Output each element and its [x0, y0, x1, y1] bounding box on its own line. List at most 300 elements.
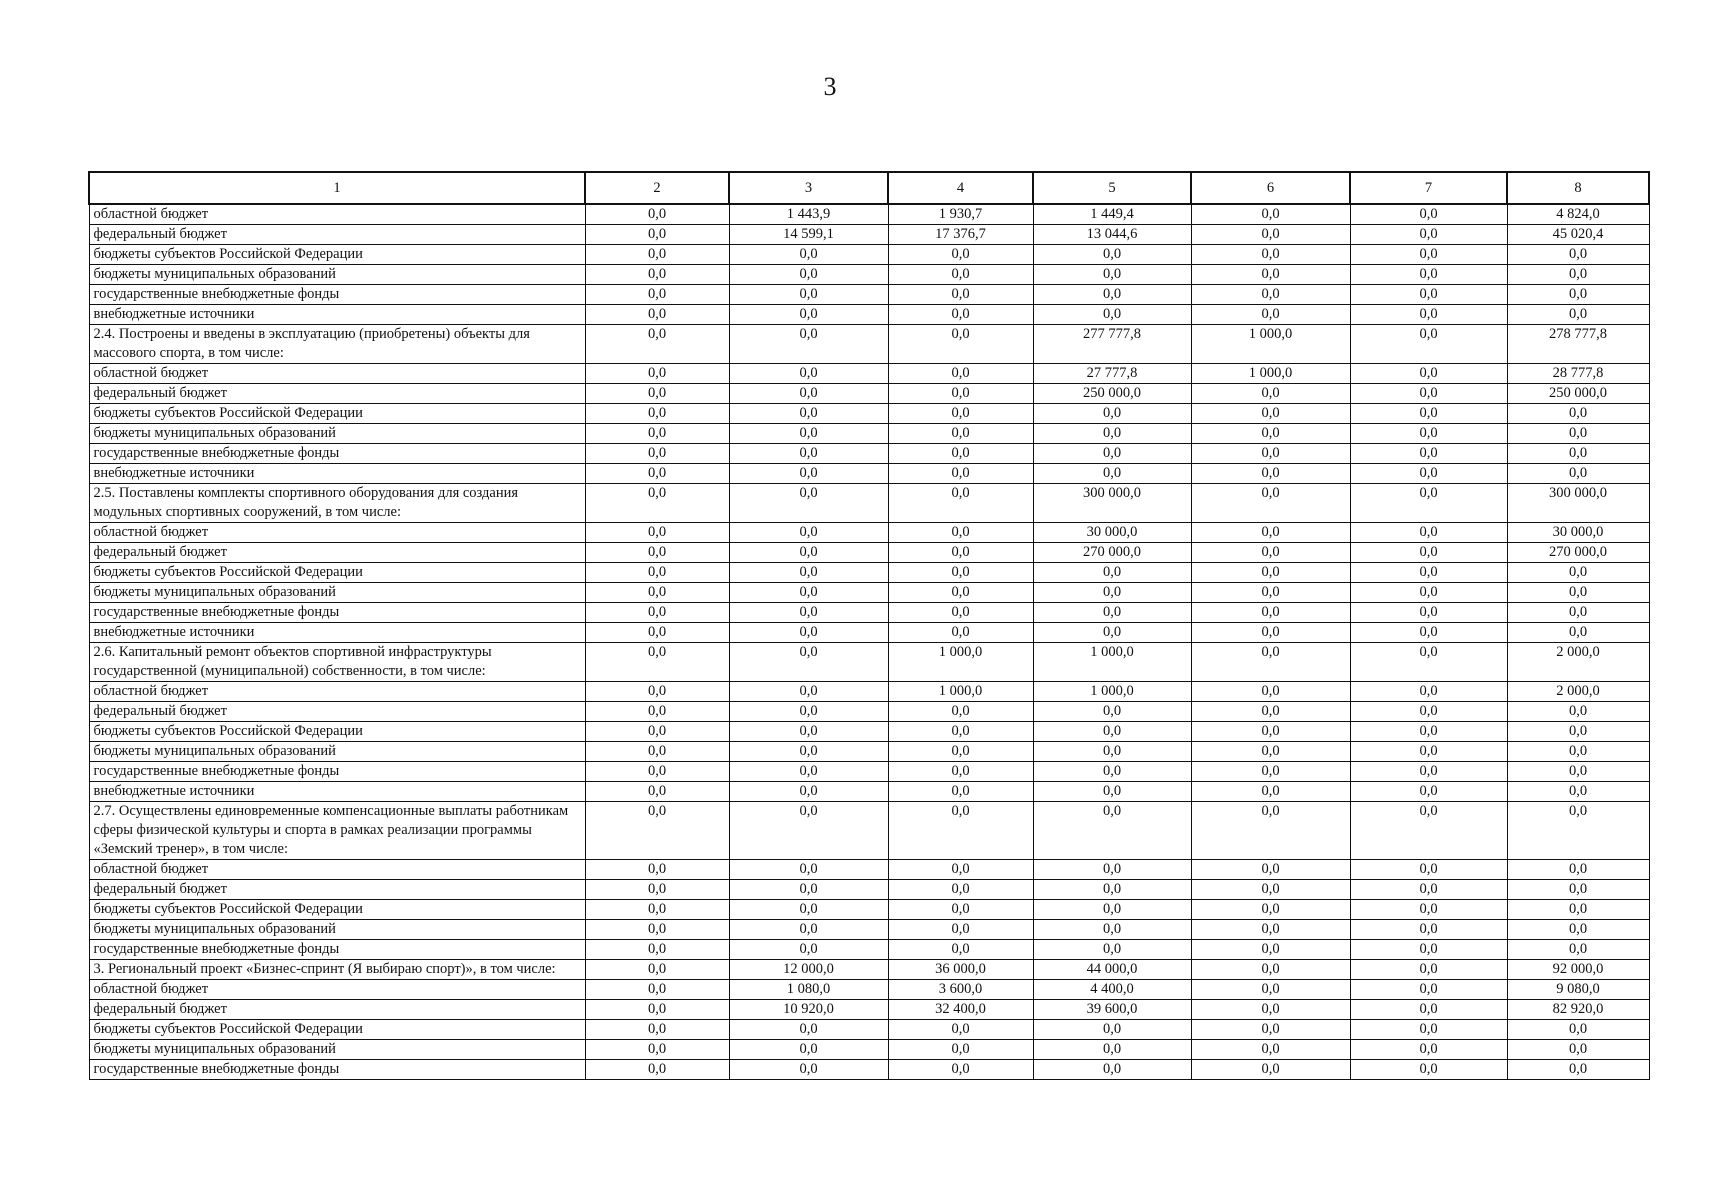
value-cell: 0,0: [888, 305, 1033, 325]
value-cell: 0,0: [1507, 424, 1649, 444]
value-cell: 0,0: [729, 900, 888, 920]
value-cell: 0,0: [729, 762, 888, 782]
value-cell: 250 000,0: [1507, 384, 1649, 404]
value-cell: 9 080,0: [1507, 980, 1649, 1000]
value-cell: 0,0: [1033, 603, 1191, 623]
row-label-cell: внебюджетные источники: [89, 305, 585, 325]
table-row: [89, 742, 1649, 762]
value-cell: 0,0: [1350, 424, 1507, 444]
value-cell: 0,0: [585, 543, 729, 563]
row-label-cell: областной бюджет: [89, 523, 585, 543]
row-label-cell: бюджеты субъектов Российской Федерации: [89, 404, 585, 424]
table-row: [89, 603, 1649, 623]
value-cell: 0,0: [729, 1060, 888, 1080]
value-cell: 0,0: [1191, 702, 1350, 722]
value-cell: 0,0: [888, 603, 1033, 623]
table-row: [89, 802, 1649, 860]
value-cell: 0,0: [1033, 1040, 1191, 1060]
value-cell: 0,0: [585, 1020, 729, 1040]
value-cell: 0,0: [729, 404, 888, 424]
value-cell: 0,0: [1350, 583, 1507, 603]
value-cell: 0,0: [1191, 1020, 1350, 1040]
row-label-cell: бюджеты субъектов Российской Федерации: [89, 722, 585, 742]
value-cell: 0,0: [729, 782, 888, 802]
value-cell: 0,0: [585, 424, 729, 444]
value-cell: 0,0: [585, 325, 729, 364]
value-cell: 0,0: [1350, 643, 1507, 682]
value-cell: 0,0: [1350, 1020, 1507, 1040]
table-row: [89, 643, 1649, 682]
value-cell: 0,0: [585, 245, 729, 265]
value-cell: 0,0: [888, 900, 1033, 920]
row-label-cell: бюджеты муниципальных образований: [89, 742, 585, 762]
value-cell: 45 020,4: [1507, 225, 1649, 245]
row-label-cell: бюджеты муниципальных образований: [89, 424, 585, 444]
value-cell: 0,0: [1191, 643, 1350, 682]
value-cell: 0,0: [1191, 583, 1350, 603]
row-label-cell: 2.7. Осуществлены единовременные компенсационные выплаты работникам сферы физической культуры и спорта в рамках реализации программы «Земский тренер», в том числе:: [89, 802, 585, 860]
value-cell: 0,0: [888, 543, 1033, 563]
value-cell: 0,0: [888, 623, 1033, 643]
value-cell: 0,0: [1350, 285, 1507, 305]
value-cell: 1 000,0: [888, 682, 1033, 702]
value-cell: 0,0: [888, 742, 1033, 762]
row-label-cell: бюджеты муниципальных образований: [89, 265, 585, 285]
value-cell: 0,0: [729, 722, 888, 742]
value-cell: 0,0: [585, 305, 729, 325]
value-cell: 1 000,0: [888, 643, 1033, 682]
value-cell: 0,0: [1191, 782, 1350, 802]
value-cell: 0,0: [1507, 265, 1649, 285]
row-label-cell: 3. Региональный проект «Бизнес-спринт (Я выбираю спорт)», в том числе:: [89, 960, 585, 980]
value-cell: 0,0: [1033, 880, 1191, 900]
value-cell: 0,0: [1507, 305, 1649, 325]
value-cell: 0,0: [888, 325, 1033, 364]
value-cell: 1 000,0: [1191, 364, 1350, 384]
value-cell: 36 000,0: [888, 960, 1033, 980]
value-cell: 4 824,0: [1507, 204, 1649, 225]
row-label-cell: областной бюджет: [89, 364, 585, 384]
column-header: 8: [1507, 172, 1649, 204]
value-cell: 0,0: [1507, 1020, 1649, 1040]
value-cell: 0,0: [585, 762, 729, 782]
value-cell: 0,0: [888, 245, 1033, 265]
value-cell: 0,0: [1507, 762, 1649, 782]
value-cell: 0,0: [585, 204, 729, 225]
value-cell: 0,0: [729, 583, 888, 603]
row-label-cell: государственные внебюджетные фонды: [89, 940, 585, 960]
value-cell: 0,0: [729, 682, 888, 702]
budget-table-container: [88, 171, 1648, 1080]
row-label-cell: бюджеты субъектов Российской Федерации: [89, 563, 585, 583]
value-cell: 39 600,0: [1033, 1000, 1191, 1020]
value-cell: 1 080,0: [729, 980, 888, 1000]
value-cell: 0,0: [585, 742, 729, 762]
value-cell: 1 443,9: [729, 204, 888, 225]
value-cell: 82 920,0: [1507, 1000, 1649, 1020]
value-cell: 0,0: [1033, 702, 1191, 722]
value-cell: 0,0: [585, 980, 729, 1000]
value-cell: 0,0: [585, 802, 729, 860]
value-cell: 0,0: [888, 583, 1033, 603]
value-cell: 0,0: [1507, 920, 1649, 940]
value-cell: 0,0: [1191, 940, 1350, 960]
value-cell: 0,0: [585, 682, 729, 702]
value-cell: 0,0: [729, 444, 888, 464]
table-body: [89, 204, 1649, 1080]
value-cell: 0,0: [729, 325, 888, 364]
value-cell: 28 777,8: [1507, 364, 1649, 384]
value-cell: 44 000,0: [1033, 960, 1191, 980]
value-cell: 0,0: [1350, 265, 1507, 285]
value-cell: 0,0: [888, 702, 1033, 722]
value-cell: 0,0: [1507, 444, 1649, 464]
row-label-cell: бюджеты муниципальных образований: [89, 583, 585, 603]
value-cell: 0,0: [1350, 305, 1507, 325]
value-cell: 0,0: [585, 1000, 729, 1020]
value-cell: 0,0: [1350, 245, 1507, 265]
value-cell: 0,0: [1191, 762, 1350, 782]
value-cell: 0,0: [888, 364, 1033, 384]
value-cell: 0,0: [1191, 980, 1350, 1000]
value-cell: 0,0: [729, 563, 888, 583]
value-cell: 0,0: [585, 464, 729, 484]
value-cell: 30 000,0: [1033, 523, 1191, 543]
row-label-cell: бюджеты муниципальных образований: [89, 920, 585, 940]
value-cell: 0,0: [729, 364, 888, 384]
table-row: [89, 285, 1649, 305]
value-cell: 0,0: [1191, 802, 1350, 860]
value-cell: 0,0: [1191, 920, 1350, 940]
value-cell: 0,0: [1350, 523, 1507, 543]
value-cell: 0,0: [1033, 583, 1191, 603]
value-cell: 277 777,8: [1033, 325, 1191, 364]
value-cell: 0,0: [1350, 782, 1507, 802]
column-header: 4: [888, 172, 1033, 204]
value-cell: 0,0: [888, 484, 1033, 523]
value-cell: 1 000,0: [1191, 325, 1350, 364]
value-cell: 0,0: [729, 265, 888, 285]
table-header-row: [89, 172, 1649, 204]
value-cell: 1 000,0: [1033, 643, 1191, 682]
value-cell: 27 777,8: [1033, 364, 1191, 384]
value-cell: 0,0: [1350, 722, 1507, 742]
value-cell: 0,0: [729, 940, 888, 960]
table-row: [89, 305, 1649, 325]
value-cell: 0,0: [888, 920, 1033, 940]
value-cell: 0,0: [585, 523, 729, 543]
value-cell: 0,0: [1191, 424, 1350, 444]
value-cell: 0,0: [585, 563, 729, 583]
value-cell: 0,0: [729, 285, 888, 305]
value-cell: 0,0: [729, 623, 888, 643]
value-cell: 0,0: [1033, 444, 1191, 464]
table-row: [89, 920, 1649, 940]
value-cell: 0,0: [888, 523, 1033, 543]
value-cell: 0,0: [729, 424, 888, 444]
table-row: [89, 384, 1649, 404]
value-cell: 0,0: [585, 623, 729, 643]
value-cell: 0,0: [888, 1060, 1033, 1080]
value-cell: 0,0: [729, 1020, 888, 1040]
value-cell: 0,0: [1350, 1060, 1507, 1080]
table-row: [89, 1020, 1649, 1040]
value-cell: 0,0: [585, 880, 729, 900]
table-row: [89, 1040, 1649, 1060]
value-cell: 12 000,0: [729, 960, 888, 980]
value-cell: 0,0: [1033, 305, 1191, 325]
value-cell: 0,0: [1191, 1040, 1350, 1060]
row-label-cell: внебюджетные источники: [89, 623, 585, 643]
table-row: [89, 960, 1649, 980]
value-cell: 0,0: [585, 960, 729, 980]
value-cell: 0,0: [1033, 900, 1191, 920]
page-number: 3: [823, 72, 837, 101]
value-cell: 0,0: [888, 285, 1033, 305]
value-cell: 0,0: [1033, 563, 1191, 583]
value-cell: 0,0: [1507, 404, 1649, 424]
row-label-cell: федеральный бюджет: [89, 543, 585, 563]
value-cell: 0,0: [585, 225, 729, 245]
value-cell: 0,0: [1350, 900, 1507, 920]
value-cell: 0,0: [585, 364, 729, 384]
table-row: [89, 563, 1649, 583]
value-cell: 3 600,0: [888, 980, 1033, 1000]
table-row: [89, 762, 1649, 782]
value-cell: 0,0: [729, 603, 888, 623]
value-cell: 0,0: [1191, 623, 1350, 643]
row-label-cell: областной бюджет: [89, 204, 585, 225]
value-cell: 0,0: [888, 384, 1033, 404]
value-cell: 0,0: [888, 940, 1033, 960]
value-cell: 0,0: [1507, 940, 1649, 960]
value-cell: 0,0: [585, 484, 729, 523]
value-cell: 0,0: [1507, 583, 1649, 603]
value-cell: 0,0: [1033, 860, 1191, 880]
value-cell: 0,0: [1350, 762, 1507, 782]
value-cell: 0,0: [729, 1040, 888, 1060]
value-cell: 0,0: [585, 1060, 729, 1080]
value-cell: 0,0: [585, 1040, 729, 1060]
value-cell: 1 449,4: [1033, 204, 1191, 225]
value-cell: 0,0: [1350, 940, 1507, 960]
value-cell: 0,0: [1507, 742, 1649, 762]
value-cell: 0,0: [1350, 623, 1507, 643]
column-header: 7: [1350, 172, 1507, 204]
value-cell: 0,0: [1350, 860, 1507, 880]
value-cell: 0,0: [585, 702, 729, 722]
value-cell: 0,0: [888, 722, 1033, 742]
value-cell: 0,0: [888, 860, 1033, 880]
value-cell: 0,0: [1507, 603, 1649, 623]
value-cell: 0,0: [729, 880, 888, 900]
value-cell: 0,0: [1191, 682, 1350, 702]
value-cell: 0,0: [1033, 404, 1191, 424]
value-cell: 0,0: [585, 265, 729, 285]
value-cell: 0,0: [585, 603, 729, 623]
value-cell: 0,0: [1350, 980, 1507, 1000]
value-cell: 0,0: [888, 265, 1033, 285]
value-cell: 0,0: [585, 940, 729, 960]
table-row: [89, 900, 1649, 920]
table-row: [89, 543, 1649, 563]
table-row: [89, 722, 1649, 742]
value-cell: 0,0: [1350, 404, 1507, 424]
value-cell: 250 000,0: [1033, 384, 1191, 404]
column-header: 1: [89, 172, 585, 204]
value-cell: 0,0: [888, 563, 1033, 583]
value-cell: 0,0: [1191, 603, 1350, 623]
value-cell: 0,0: [1191, 204, 1350, 225]
table-row: [89, 404, 1649, 424]
value-cell: 0,0: [1191, 860, 1350, 880]
value-cell: 0,0: [729, 742, 888, 762]
value-cell: 0,0: [1191, 742, 1350, 762]
value-cell: 0,0: [729, 484, 888, 523]
value-cell: 0,0: [1507, 563, 1649, 583]
value-cell: 0,0: [888, 404, 1033, 424]
row-label-cell: внебюджетные источники: [89, 782, 585, 802]
value-cell: 0,0: [1033, 464, 1191, 484]
value-cell: 300 000,0: [1507, 484, 1649, 523]
value-cell: 0,0: [1350, 225, 1507, 245]
value-cell: 13 044,6: [1033, 225, 1191, 245]
value-cell: 0,0: [1191, 404, 1350, 424]
value-cell: 0,0: [1350, 702, 1507, 722]
row-label-cell: бюджеты субъектов Российской Федерации: [89, 900, 585, 920]
value-cell: 0,0: [585, 900, 729, 920]
value-cell: 0,0: [1507, 722, 1649, 742]
value-cell: 0,0: [1507, 802, 1649, 860]
value-cell: 0,0: [1191, 900, 1350, 920]
table-row: [89, 980, 1649, 1000]
value-cell: 0,0: [585, 444, 729, 464]
value-cell: 0,0: [1507, 1060, 1649, 1080]
value-cell: 0,0: [1350, 880, 1507, 900]
value-cell: 0,0: [1191, 543, 1350, 563]
value-cell: 0,0: [729, 305, 888, 325]
value-cell: 278 777,8: [1507, 325, 1649, 364]
value-cell: 0,0: [1350, 364, 1507, 384]
table-row: [89, 1000, 1649, 1020]
value-cell: 0,0: [1507, 860, 1649, 880]
value-cell: 30 000,0: [1507, 523, 1649, 543]
row-label-cell: 2.6. Капитальный ремонт объектов спортивной инфраструктуры государственной (муниципальной) собственности, в том числе:: [89, 643, 585, 682]
value-cell: 0,0: [1350, 920, 1507, 940]
value-cell: 0,0: [1191, 722, 1350, 742]
value-cell: 0,0: [1033, 762, 1191, 782]
table-row: [89, 265, 1649, 285]
row-label-cell: федеральный бюджет: [89, 880, 585, 900]
row-label-cell: государственные внебюджетные фонды: [89, 603, 585, 623]
value-cell: 10 920,0: [729, 1000, 888, 1020]
value-cell: 0,0: [1191, 384, 1350, 404]
value-cell: 0,0: [1191, 444, 1350, 464]
value-cell: 270 000,0: [1033, 543, 1191, 563]
value-cell: 0,0: [1350, 384, 1507, 404]
value-cell: 0,0: [888, 444, 1033, 464]
value-cell: 0,0: [729, 802, 888, 860]
row-label-cell: 2.4. Построены и введены в эксплуатацию (приобретены) объекты для массового спорта, в том числе:: [89, 325, 585, 364]
value-cell: 0,0: [1350, 742, 1507, 762]
table-row: [89, 204, 1649, 225]
value-cell: 0,0: [888, 464, 1033, 484]
value-cell: 0,0: [1033, 802, 1191, 860]
value-cell: 0,0: [1191, 225, 1350, 245]
table-row: [89, 523, 1649, 543]
value-cell: 0,0: [1350, 204, 1507, 225]
row-label-cell: государственные внебюджетные фонды: [89, 1060, 585, 1080]
value-cell: 0,0: [729, 543, 888, 563]
table-row: [89, 225, 1649, 245]
value-cell: 0,0: [1350, 802, 1507, 860]
value-cell: 0,0: [585, 920, 729, 940]
value-cell: 0,0: [1033, 1060, 1191, 1080]
table-row: [89, 325, 1649, 364]
value-cell: 0,0: [1507, 464, 1649, 484]
value-cell: 2 000,0: [1507, 643, 1649, 682]
budget-table: [88, 171, 1650, 1080]
table-row: [89, 484, 1649, 523]
value-cell: 2 000,0: [1507, 682, 1649, 702]
row-label-cell: государственные внебюджетные фонды: [89, 762, 585, 782]
value-cell: 0,0: [1507, 245, 1649, 265]
table-row: [89, 860, 1649, 880]
value-cell: 0,0: [888, 782, 1033, 802]
row-label-cell: бюджеты субъектов Российской Федерации: [89, 245, 585, 265]
value-cell: 0,0: [1191, 960, 1350, 980]
value-cell: 0,0: [888, 762, 1033, 782]
table-row: [89, 782, 1649, 802]
row-label-cell: бюджеты субъектов Российской Федерации: [89, 1020, 585, 1040]
row-label-cell: бюджеты муниципальных образований: [89, 1040, 585, 1060]
table-row: [89, 444, 1649, 464]
value-cell: 0,0: [729, 643, 888, 682]
value-cell: 0,0: [729, 860, 888, 880]
value-cell: 0,0: [1350, 484, 1507, 523]
value-cell: 1 000,0: [1033, 682, 1191, 702]
value-cell: 0,0: [1507, 900, 1649, 920]
value-cell: 0,0: [1191, 265, 1350, 285]
value-cell: 0,0: [585, 643, 729, 682]
value-cell: 0,0: [1033, 940, 1191, 960]
value-cell: 0,0: [729, 523, 888, 543]
row-label-cell: федеральный бюджет: [89, 702, 585, 722]
table-row: [89, 464, 1649, 484]
value-cell: 0,0: [1033, 782, 1191, 802]
value-cell: 4 400,0: [1033, 980, 1191, 1000]
value-cell: 0,0: [1033, 1020, 1191, 1040]
value-cell: 0,0: [1507, 782, 1649, 802]
column-header: 2: [585, 172, 729, 204]
value-cell: 0,0: [1350, 682, 1507, 702]
value-cell: 0,0: [1507, 702, 1649, 722]
value-cell: 0,0: [1350, 444, 1507, 464]
value-cell: 270 000,0: [1507, 543, 1649, 563]
table-row: [89, 702, 1649, 722]
value-cell: 0,0: [585, 860, 729, 880]
value-cell: 0,0: [888, 802, 1033, 860]
table-row: [89, 880, 1649, 900]
value-cell: 0,0: [1033, 722, 1191, 742]
value-cell: 92 000,0: [1507, 960, 1649, 980]
value-cell: 0,0: [1507, 623, 1649, 643]
value-cell: 0,0: [1350, 1000, 1507, 1020]
value-cell: 0,0: [1191, 1000, 1350, 1020]
value-cell: 0,0: [1033, 424, 1191, 444]
row-label-cell: федеральный бюджет: [89, 225, 585, 245]
row-label-cell: государственные внебюджетные фонды: [89, 444, 585, 464]
